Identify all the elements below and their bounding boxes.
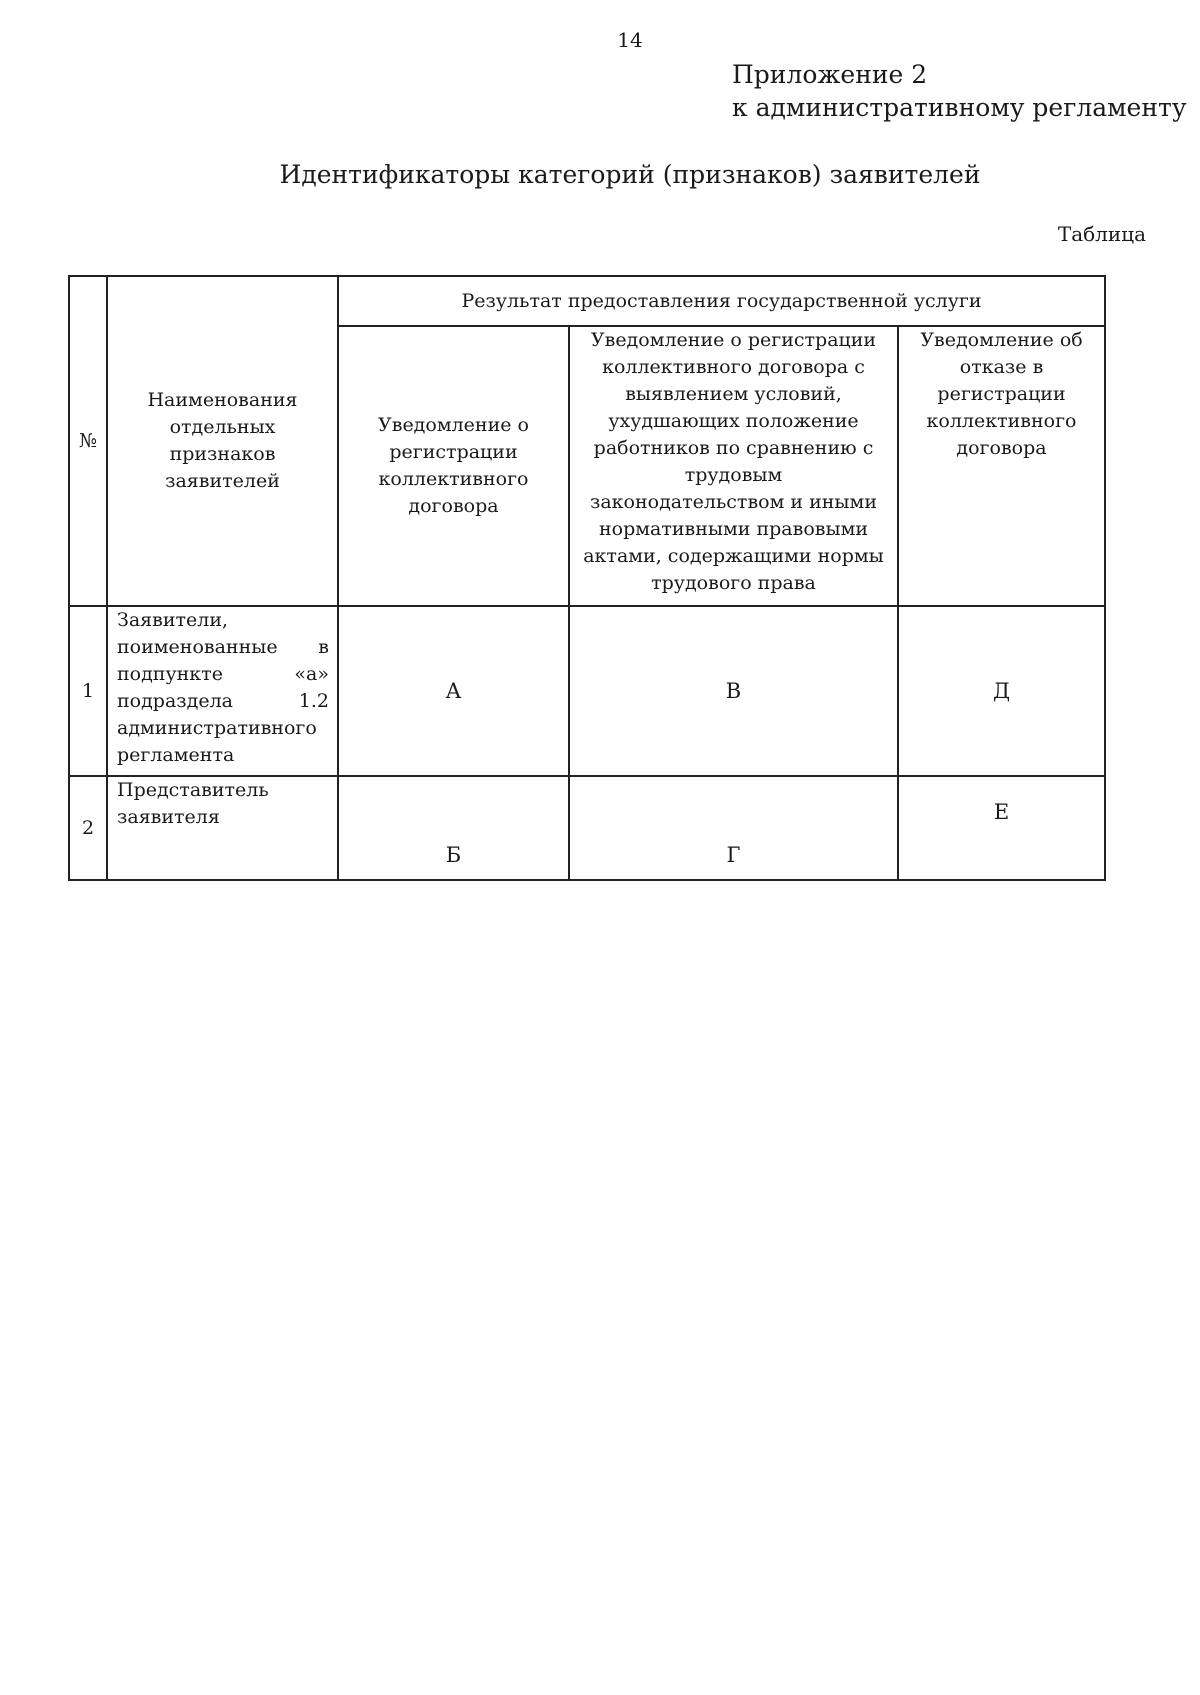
header-line: заявителей	[165, 470, 280, 492]
name-word: подраздела	[117, 690, 233, 712]
table-caption: Таблица	[1057, 222, 1146, 246]
cell-identifier: Е	[898, 776, 1105, 880]
header-line: выявлением условий,	[625, 383, 842, 405]
cell-identifier: Б	[338, 776, 569, 880]
cell-identifier: Д	[898, 606, 1105, 776]
page-number: 14	[617, 28, 643, 52]
header-line: ухудшающих положение	[608, 410, 859, 432]
name-line: Представитель	[117, 779, 269, 801]
name-line: регламента	[117, 744, 235, 766]
header-line: признаков	[169, 443, 276, 465]
name-word: «а»	[294, 663, 329, 685]
header-line: договора	[408, 495, 499, 517]
header-notice-refusal	[898, 326, 1105, 606]
header-line: договора	[956, 437, 1047, 459]
header-notice-registration	[338, 326, 569, 606]
name-word: в	[318, 636, 329, 658]
header-line: Уведомление о регистрации	[590, 329, 877, 351]
header-line: Уведомление об	[920, 329, 1083, 351]
table-header-row	[69, 276, 1105, 326]
header-line: законодательством и иными	[589, 491, 877, 513]
header-line: регистрации	[389, 441, 518, 463]
header-line: актами, содержащими нормы	[583, 545, 884, 567]
header-applicant-names	[107, 276, 338, 606]
name-line: административного	[117, 717, 317, 739]
header-line: Наименования	[147, 389, 298, 411]
row-applicant-name	[107, 606, 338, 776]
header-line: трудовым	[684, 464, 783, 486]
header-line: Уведомление о	[378, 414, 529, 436]
name-word: поименованные	[117, 636, 278, 658]
table-row	[69, 606, 1105, 776]
cell-identifier: А	[338, 606, 569, 776]
name-line: Заявители,	[117, 609, 229, 631]
header-line: коллективного договора с	[602, 356, 865, 378]
row-number: 1	[69, 606, 107, 776]
header-line: трудового права	[651, 572, 816, 594]
name-word: 1.2	[298, 690, 329, 712]
header-line: коллективного	[378, 468, 529, 490]
header-line: отказе в	[959, 356, 1044, 378]
header-line: нормативными правовыми	[598, 518, 869, 540]
name-line: заявителя	[117, 806, 220, 828]
header-result: Результат предоставления государственной услуги	[338, 276, 1105, 326]
row-number: 2	[69, 776, 107, 880]
header-line: работников по сравнению с	[593, 437, 874, 459]
annex-heading	[732, 58, 1187, 124]
annex-line-1: Приложение 2	[732, 60, 928, 89]
row-applicant-name	[107, 776, 338, 880]
name-line	[117, 634, 329, 661]
header-number: №	[69, 276, 107, 606]
name-line	[117, 688, 329, 715]
name-line	[117, 661, 329, 688]
document-title: Идентификаторы категорий (признаков) заявителей	[279, 160, 981, 189]
cell-identifier: В	[569, 606, 898, 776]
annex-line-2: к административному регламенту	[732, 93, 1187, 122]
header-notice-registration-with-conditions	[569, 326, 898, 606]
applicant-categories-table	[68, 275, 1106, 881]
cell-identifier: Г	[569, 776, 898, 880]
header-line: отдельных	[169, 416, 276, 438]
header-line: коллективного	[926, 410, 1077, 432]
table-row	[69, 776, 1105, 880]
header-line: регистрации	[937, 383, 1066, 405]
name-word: подпункте	[117, 663, 223, 685]
